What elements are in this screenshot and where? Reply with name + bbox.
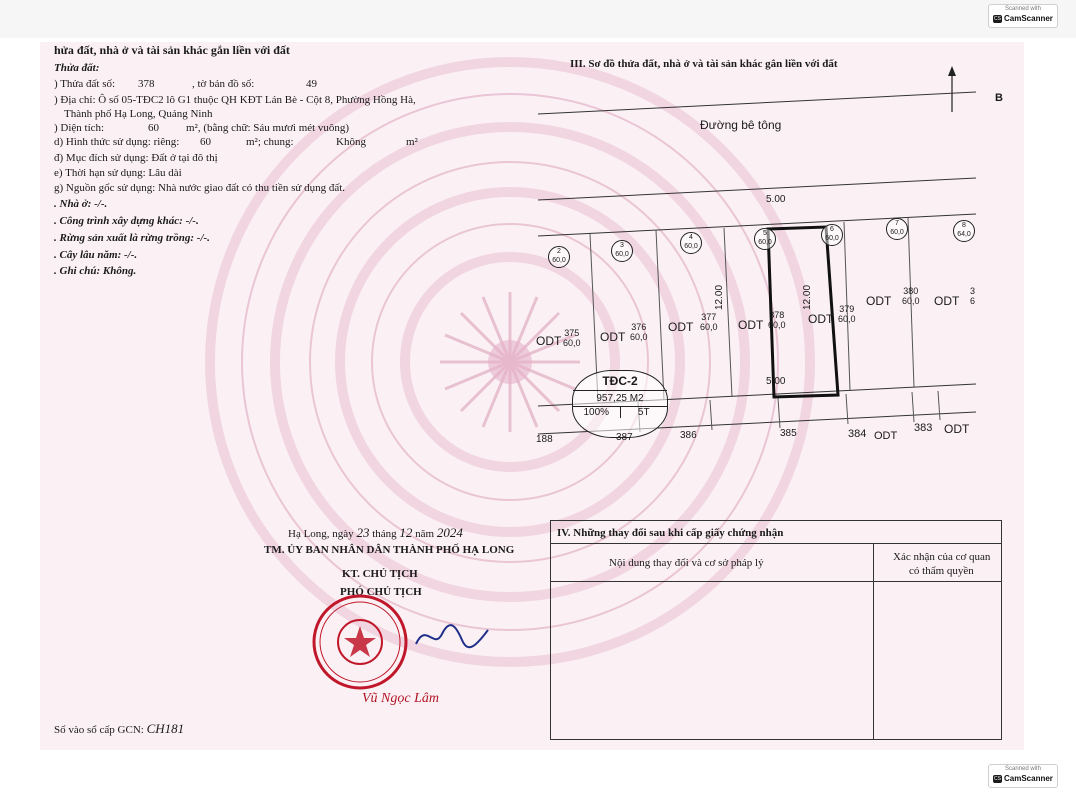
usage-purpose: đ) Mục đích sử dụng: Đất ở tại đô thị [54,152,218,164]
camscanner-logo-icon-bottom: CS [994,776,1001,782]
parcel-375-fraction: 375 60,0 [563,328,581,348]
plot-circle-7: 7 60,0 [886,218,908,240]
parcel-375-use: ODT [536,334,562,348]
dim-top: 5.00 [766,194,786,205]
parcel-380-use: ODT [866,294,892,308]
parcel-379-fraction: 379 60,0 [838,304,856,324]
signer-role-1: KT. CHỦ TỊCH [342,568,418,580]
bottom-label-188: 188 [536,434,553,445]
changes-col-confirm-2: có thẩm quyền [909,565,974,577]
scanner-header-band [0,0,1076,38]
signer-role-2: PHÓ CHỦ TỊCH [340,586,422,598]
usage-form-label: d) Hình thức sử dụng: riêng: [54,136,180,148]
plot-circle-4: 4 60,0 [680,232,702,254]
usage-term: e) Thời hạn sử dụng: Lâu dài [54,167,182,179]
camscanner-badge-top [988,4,1058,28]
scanned-with-label: Scanned with [1004,6,1042,12]
usage-origin: g) Nguồn gốc sử dụng: Nhà nước giao đất có thu tiền sử dụng đất. [54,182,346,194]
perennial-line: . Cây lâu năm: -/-. [54,249,138,261]
north-label: B [995,92,1003,104]
changes-title: IV. Những thay đổi sau khi cấp giấy chứng nhận [557,527,784,539]
map-sheet-label: , tờ bản đồ số: [192,78,255,90]
parcel-381-use: ODT [934,294,960,308]
camscanner-brand-bottom: CamScanner [1004,774,1053,783]
parcel-376-fraction: 376 60,0 [630,322,648,342]
changes-col-confirm-1: Xác nhận của cơ quan [893,551,991,563]
certificate-page [40,42,1024,750]
changes-col-content: Nội dung thay đổi và cơ sở pháp lý [609,557,764,569]
bottom-label-387: 387 [616,432,633,443]
registry-label: Số vào sổ cấp GCN: CH181 [54,721,185,736]
usage-unit: m² [406,136,418,148]
dim-bottom: 5.00 [766,376,786,387]
signer-name: Vũ Ngọc Lâm [362,691,439,706]
parcel-377-use: ODT [668,320,694,334]
official-seal-icon [308,590,412,694]
block-area: 957,25 M2 [573,390,667,404]
plot-circle-5: 5 60,0 [754,228,776,250]
camscanner-badge-bottom [988,764,1058,788]
area-words: m², (bằng chữ: Sáu mươi mét vuông) [186,122,350,134]
bottom-label-385: 385 [780,428,797,439]
parcel-380-fraction: 380 60,0 [902,286,920,306]
map-title: III. Sơ đồ thửa đất, nhà ở và tài sản khác gắn liền với đất [570,58,838,70]
house-line: . Nhà ở: -/-. [54,198,108,210]
parcel-379-use: ODT [808,312,834,326]
signature-scribble-icon [412,616,492,656]
parcel-376-use: ODT [600,330,626,344]
note-line: . Ghi chú: Không. [54,265,137,277]
plot-circle-3: 3 60,0 [611,240,633,262]
usage-common-label: m²; chung: [246,136,294,148]
other-works-line: . Công trình xây dựng khác: -/-. [54,215,199,227]
dim-left: 12.00 [714,284,726,311]
forest-line: . Rừng sản xuất là rừng trồng: -/-. [54,232,210,244]
bottom-label-383: 383 [914,422,933,434]
usage-private-value: 60 [200,136,211,148]
dim-right: 12.00 [802,284,814,311]
sign-date: Hạ Long, ngày 23 tháng 12 năm 2024 [288,525,463,540]
road-label: Đường bê tông [700,118,782,132]
usage-common-value: Không [336,136,366,148]
issuing-authority: TM. ỦY BAN NHÂN DÂN THÀNH PHỐ HẠ LONG [264,544,515,556]
parcel-378-fraction: 378 60,0 [768,310,786,330]
block-name: TĐC-2 [602,374,638,388]
plot-circle-8: 8 64,0 [953,220,975,242]
parcel-381-fraction: 3 6 [970,286,976,306]
changes-table [550,520,1002,740]
parcel-378-use: ODT [738,318,764,332]
address-line: ) Địa chỉ: Ô số 05-TĐC2 lô G1 thuộc QH KĐT Lán Bè - Cột 8, Phường Hồng Hà, [54,94,416,106]
block-floors: 5T [637,407,650,418]
parcel-number-label: ) Thửa đất số: [54,78,116,90]
registry-value: CH181 [146,721,185,736]
camscanner-logo-icon: CS [994,16,1001,22]
scanned-with-label-bottom: Scanned with [1004,766,1042,772]
area-value: 60 [148,122,159,134]
address-line-2: Thành phố Hạ Long, Quảng Ninh [64,108,213,120]
plot-circle-2: 2 60,0 [548,246,570,268]
camscanner-brand: CamScanner [1004,14,1053,23]
block-density: 100% [573,407,621,418]
area-label: ) Diện tích: [54,122,105,134]
plot-circle-6: 6 60,0 [821,224,843,246]
parcel-subheading: Thửa đất: [54,62,100,74]
bottom-label-386: 386 [680,430,697,441]
block-label [572,370,668,438]
map-sheet-value: 49 [306,78,317,90]
bottom-label-odt-a: ODT [874,430,898,442]
parcel-377-fraction: 377 60,0 [700,312,718,332]
bottom-label-odt-b: ODT [944,422,970,436]
parcel-number-value: 378 [138,78,155,90]
bottom-label-384: 384 [848,428,867,440]
section-heading: hửa đất, nhà ở và tài sản khác gắn liền với đất [54,43,290,57]
